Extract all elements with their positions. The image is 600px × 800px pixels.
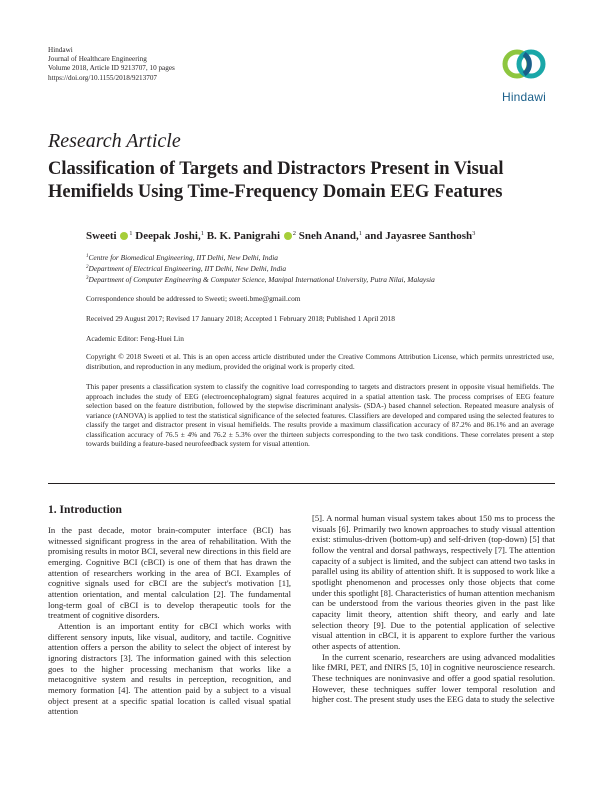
hindawi-logo bbox=[492, 40, 556, 104]
affiliation-text: Centre for Biomedical Engineering, IIT Delhi, New Delhi, India bbox=[88, 253, 278, 262]
copyright-notice: Copyright © 2018 Sweeti et al. This is an open access article distributed under the Creative Commons Attribution License, which permits unrestricted use, distribution, and reproduction in any medium, provided the original work is properly cited. bbox=[86, 352, 554, 371]
hindawi-logo-word: Hindawi bbox=[501, 90, 547, 104]
author-affil-mark: 2 bbox=[292, 230, 297, 237]
affiliation-mark: 2 bbox=[86, 265, 89, 270]
author-affil-mark: 1 bbox=[129, 230, 133, 237]
title-line: Hemifields Using Time-Frequency Domain EEG Features bbox=[48, 182, 503, 202]
divider bbox=[48, 483, 555, 484]
orcid-icon[interactable] bbox=[120, 232, 128, 240]
publisher-name: Hindawi bbox=[48, 46, 73, 54]
author-name[interactable]: Deepak Joshi, bbox=[135, 230, 201, 242]
body-paragraph: In the current scenario, researchers are using advanced modalities like fMRI, PET, and fNIRS [5, 10] in cognitive neuroscience research. These techniques are noninvasive and offer a good spatial resolution. However, these techniques suffer lower temporal resolution and higher cost. The present study uses the EEG data to study the selective bbox=[312, 651, 555, 705]
affiliation-text: Department of Computer Engineering & Computer Science, Manipal International University, Putra Nilai, Malaysia bbox=[88, 275, 435, 284]
affiliation-mark: 1 bbox=[86, 254, 89, 259]
masthead bbox=[48, 46, 175, 83]
body-column-right bbox=[312, 513, 555, 705]
body-paragraph: Attention is an important entity for cBCI which works with different sensory inputs, like visual, auditory, and tactile. Cognitive attention offers a person the ability to select the object of interest by ignoring distractors [3]. The information gained with this selection goes to the higher processing mechanism that works like a metacognitive system and results in perception, recognition, and memory formation [4]. The attention paid by a subject to a visual object present at a specific spatial location is called visual spatial attention bbox=[48, 620, 291, 717]
correspondence: Correspondence should be addressed to Sweeti; sweeti.bme@gmail.com bbox=[86, 294, 301, 303]
body-paragraph: In the past decade, motor brain-computer interface (BCI) has witnessed significant progress in the area of rehabilitation. With the promising results in motor BCI, several new directions in this field are emerging. Cognitive BCI (cBCI) is one of them that has drawn the attention of researchers working in the area of BCI. Examples of cognitive signals used for cBCI are the subject's motivation [1], attention orientation, and mental calculation [2]. The fundamental long-term goal of cBCI is to develop therapeutic tools for the treatment of cognitive disorders. bbox=[48, 525, 291, 621]
author-affil-mark: 1 bbox=[200, 230, 204, 237]
section-heading: 1. Introduction bbox=[48, 504, 122, 516]
body-column-left bbox=[48, 503, 291, 717]
affiliation-text: Department of Electrical Engineering, IIT Delhi, New Delhi, India bbox=[88, 264, 287, 273]
orcid-icon[interactable] bbox=[284, 232, 292, 240]
author-name[interactable]: Sweeti bbox=[86, 230, 117, 242]
article-dates: Received 29 August 2017; Revised 17 January 2018; Accepted 1 February 2018; Published 1 April 2018 bbox=[86, 314, 395, 323]
body-paragraph: [5]. A normal human visual system takes about 150 ms to process the visuals [6]. Primarily two known approaches to study visual attention exist: stimulus-driven (bottom-up) and self-driven (top-down) [5] that follow the ventral and dorsal pathways, respectively [7]. The attention capacity of a subject is limited, and the subject can attend two tasks in parallel using its ability of attention shift. It is supposed to work like a spotlight phenomenon and processes only those objects that come under this spotlight [8]. Characteristics of human attention mechanism can be understood from the various theories given in the past like capacity limit theory, attention shift theory, and early and late selection theory [9]. Due to the potential application of selective visual attention in cBCI, it is apparent to explore further the various other aspects of attention. bbox=[312, 513, 555, 651]
author-name[interactable]: Sneh Anand, bbox=[298, 230, 359, 242]
volume-info: Volume 2018, Article ID 9213707, 10 pages bbox=[48, 64, 175, 73]
title-line: Classification of Targets and Distractors Present in Visual bbox=[48, 159, 504, 179]
doi-link[interactable]: https://doi.org/10.1155/2018/9213707 bbox=[48, 73, 158, 82]
paper-title bbox=[48, 158, 558, 204]
affiliation bbox=[86, 252, 278, 263]
academic-editor: Academic Editor: Feng-Huei Lin bbox=[86, 334, 184, 343]
author-affil-mark: 1 bbox=[358, 230, 362, 237]
author-list bbox=[86, 230, 475, 242]
affiliation bbox=[86, 274, 435, 285]
journal-name: Journal of Healthcare Engineering bbox=[48, 55, 147, 64]
article-type: Research Article bbox=[48, 130, 181, 152]
affiliation bbox=[86, 263, 286, 274]
hindawi-logo-icon bbox=[502, 40, 546, 86]
abstract: This paper presents a classification system to classify the cognitive load corresponding to targets and distractors present in opposite visual hemifields. The approach includes the study of EEG (electroencephalogram) signal features acquired in a spatial attention task. The process comprises of EEG feature selection based on the feature distribution, followed by the stepwise discriminant analysis- (SDA-) based channel selection. Repeated measure analysis of variance (rANOVA) is applied to test the statistical significance of the selected features. Classifiers are developed and compared using the selected features to classify the target and distractor present in visual hemifields. The results provide a maximum classification accuracy of 87.2% and 86.1% and an average classification accuracy of 76.5 ± 4% and 76.2 ± 5.3% over the thirteen subjects corresponding to the two task conditions. These correlates present a step towards building a feature-based neurofeedback system for visual attention. bbox=[86, 382, 554, 449]
affiliation-mark: 3 bbox=[86, 276, 89, 281]
author-affil-mark: 3 bbox=[472, 230, 476, 237]
author-name[interactable]: B. K. Panigrahi bbox=[206, 230, 281, 242]
author-name[interactable]: and Jayasree Santhosh bbox=[364, 230, 473, 242]
